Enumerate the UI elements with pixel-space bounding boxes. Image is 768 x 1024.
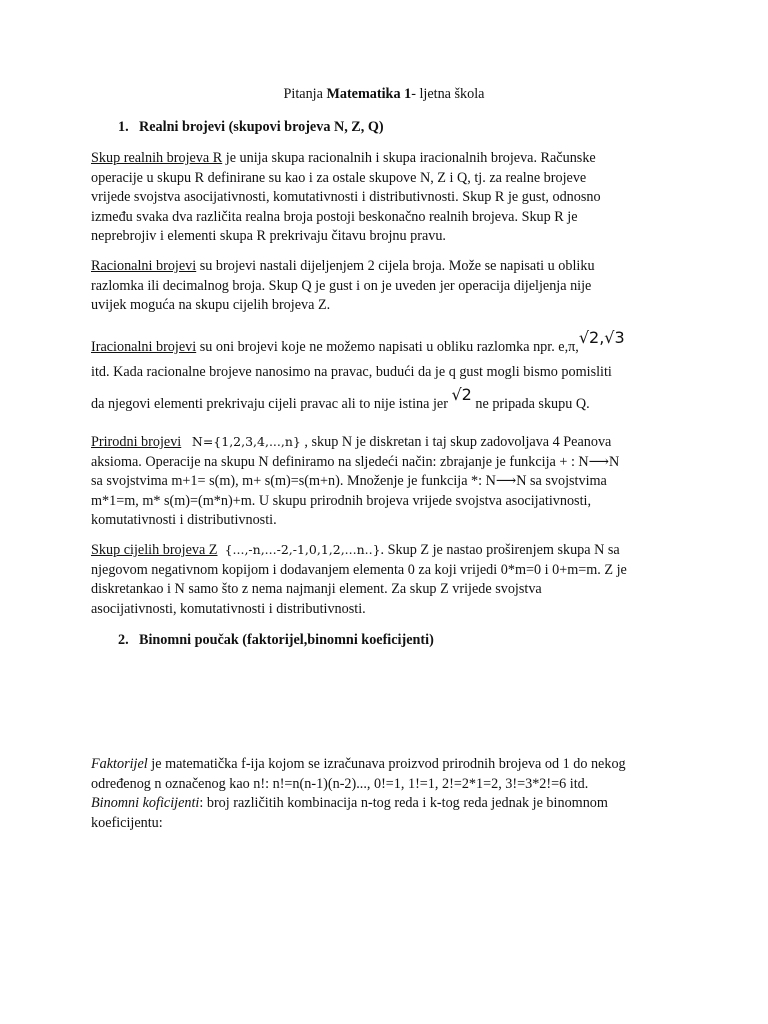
page-title: [0, 86, 768, 103]
section-title: Realni brojevi (skupovi brojeva N, Z, Q): [139, 119, 384, 135]
text-line: sa svojstvima m+1= s(m), m+ s(m)=s(m+n). Množenje je funkcija *: N⟶N sa svojstvima: [91, 473, 607, 490]
text-line: njegovom negativnom kopijom i dodavanjem elementa 0 za koji vrijedi 0*m=0 i 0+m=m. Z je: [91, 561, 627, 578]
text-line: su oni brojevi koje ne možemo napisati u obliku razlomka npr. e,π,: [196, 339, 579, 355]
paragraph-iracionalni-line3: [91, 385, 691, 415]
text-line: je matematička f-ija kojom se izračunava proizvod prirodnih brojeva od 1 do nekog: [147, 756, 626, 772]
paragraph-prirodni-brojevi: [91, 432, 691, 531]
term-faktorijel: Faktorijel: [91, 756, 148, 772]
paragraph-iracionalni-line2: [91, 363, 691, 383]
title-suffix: - ljetna škola: [411, 86, 485, 102]
paragraph-realni-brojevi: [91, 149, 691, 247]
text-line: aksioma. Operacije na skupu N definiramo na sljedeći način: zbrajanje je funkcija + : N⟶N: [91, 453, 620, 470]
term-binomni-koficijenti: Binomni koficijenti: [91, 795, 200, 812]
section-heading-1: [118, 119, 384, 136]
text-line: . Skup Z je nastao proširenjem skupa N sa: [380, 542, 620, 558]
paragraph-iracionalni-brojevi: [91, 328, 691, 358]
text-line: su brojevi nastali dijeljenjem 2 cijela broja. Može se napisati u obliku: [196, 258, 595, 274]
section-heading-2: [118, 632, 434, 649]
text-line: koeficijentu:: [91, 814, 163, 831]
text-line: neprebrojiv i elementi skupa R prekrivaju čitavu brojnu pravu.: [91, 228, 446, 245]
text-line: razlomka ili decimalnog broja. Skup Q je gust i on je uveden jer operacija dijeljenja nije: [91, 277, 592, 294]
title-prefix: Pitanja: [283, 86, 327, 102]
text-line: da njegovi elementi prekrivaju cijeli pravac ali to nije istina jer: [91, 396, 452, 412]
paragraph-faktorijel: [91, 755, 691, 833]
text-line: vrijede svojstva asocijativnosti, komutativnosti i distributivnosti. Skup R je gust, odnosno: [91, 189, 601, 206]
text-line: je unija skupa racionalnih i skupa iracionalnih brojeva. Računske: [222, 150, 596, 166]
text-line: između svaka dva različita realna broja postoji beskonačno realnih brojeva. Skup R je: [91, 208, 578, 225]
term-cijeli: Skup cijelih brojeva Z: [91, 542, 218, 558]
section-number: 1.: [118, 119, 129, 135]
text-line: komutativnosti i distributivnosti.: [91, 512, 277, 529]
section-number: 2.: [118, 632, 129, 648]
set-definition-z: {...,-n,...-2,-1,0,1,2,...n..}: [224, 542, 381, 557]
section-title: Binomni poučak (faktorijel,binomni koeficijenti): [139, 632, 434, 648]
text-line: operacije u skupu R definirane su kao i za ostale skupove N, Z i Q, tj. za realne brojeve: [91, 169, 587, 186]
paragraph-cijeli-brojevi: [91, 540, 691, 619]
text-line: ne pripada skupu Q.: [471, 396, 590, 412]
text-line: : broj različitih kombinacija n-tog reda i k-tog reda jednak je binomnom: [199, 795, 608, 812]
text-line: , skup N je diskretan i taj skup zadovoljava 4 Peanova: [300, 434, 612, 450]
set-definition-n: N={1,2,3,4,...,n}: [191, 434, 301, 449]
text-line: uvijek moguća na skupu cijelih brojeva Z.: [91, 297, 331, 314]
term-iracionalni: Iracionalni brojevi: [91, 339, 197, 355]
term-racionalni: Racionalni brojevi: [91, 258, 197, 274]
text-line: asocijativnosti, komutativnosti i distributivnosti.: [91, 600, 366, 617]
text-line: diskretankao i N samo što z nema najmanji element. Za skup Z vrijede svojstva: [91, 581, 542, 598]
sqrt-examples: √2,√3: [578, 328, 625, 347]
text-line: itd. Kada racionalne brojeve nanosimo na pravac, budući da je q gust mogli bismo pomisliti: [91, 364, 612, 380]
sqrt-two: √2: [451, 385, 472, 404]
term-prirodni: Prirodni brojevi: [91, 434, 182, 450]
text-line: određenog n označenog kao n!: n!=n(n-1)(n-2)..., 0!=1, 1!=1, 2!=2*1=2, 3!=3*2!=6 itd.: [91, 775, 589, 792]
text-line: m*1=m, m* s(m)=(m*n)+m. U skupu prirodnih brojeva vrijede svojstva asocijativnosti,: [91, 492, 592, 509]
paragraph-racionalni-brojevi: [91, 257, 691, 316]
title-subject: Matematika 1: [326, 86, 412, 102]
term-realni: Skup realnih brojeva R: [91, 150, 223, 166]
